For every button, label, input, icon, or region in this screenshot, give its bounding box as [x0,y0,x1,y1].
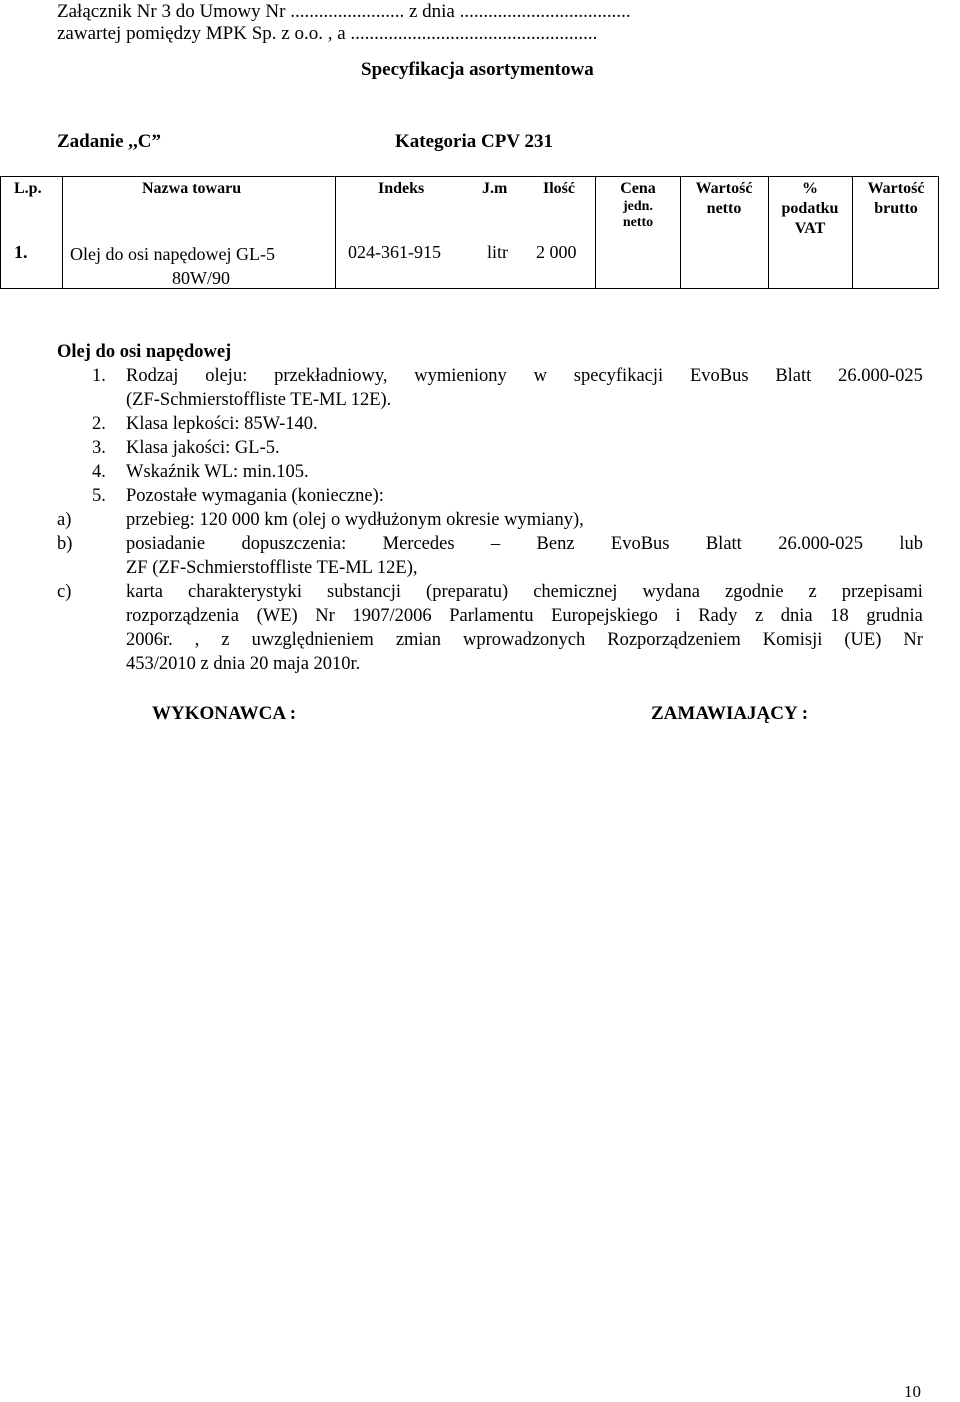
sub-item-label: b) [57,534,73,554]
word: uwzględnieniem [251,630,374,650]
header-unit-price: Cena jedn. netto [620,180,656,230]
word: wydana [642,582,700,602]
spec-item-5: Pozostałe wymagania (konieczne): [126,486,384,506]
word: Rodzaj [126,366,179,386]
word: EvoBus [689,366,749,386]
row-unit: litr [487,242,508,262]
word: rozporządzenia [126,606,239,626]
spec-item-number: 3. [92,438,106,458]
spec-item-number: 2. [92,414,106,434]
row-product-name: Olej do osi napędowej GL-5 80W/90 [70,244,275,288]
sub-item-b-line-1 [126,532,923,556]
word: w [533,366,547,386]
header-gross-value: Wartość brutto [867,180,925,217]
word: karta [126,582,163,602]
spec-item-number: 1. [92,366,106,386]
word: Parlamentu [449,606,534,626]
word: 1907/2006 [352,606,432,626]
sub-item-label: c) [57,582,72,602]
page-number: 10 [904,1382,921,1401]
header-quantity: Ilość [543,180,575,197]
word: przekładniowy, [274,366,388,386]
word: grudnia [866,606,923,626]
word: Blatt [705,534,742,554]
sub-item-a: przebieg: 120 000 km (olej o wydłużonym okresie wymiany), [126,510,584,530]
header-line-1: Załącznik Nr 3 do Umowy Nr ........................ z dnia .................................... [57,1,631,22]
header-vat-rate: % podatku VAT [781,180,839,237]
sub-item-c-line-2 [126,604,923,628]
word: Komisji [762,630,823,650]
header-line-2: zawartej pomiędzy MPK Sp. z o.o. , a .................................................... [57,23,598,44]
word: oleju: [205,366,248,386]
word: zmian [395,630,442,650]
spec-item-number: 4. [92,462,106,482]
word: wymieniony [414,366,507,386]
spec-item-2: Klasa lepkości: 85W-140. [126,414,318,434]
word: lub [899,534,923,554]
word: 26.000-025 [838,366,923,386]
word: Blatt [775,366,812,386]
word: (preparatu) [426,582,509,602]
signature-ordering-party: ZAMAWIAJĄCY : [651,703,809,724]
word: 18 [830,606,849,626]
task-label: Zadanie ,,C” [57,131,161,152]
sub-item-c-line-3 [126,628,923,652]
sub-item-c-line-1 [126,580,923,604]
word: wprowadzonych [463,630,586,650]
word: specyfikacji [573,366,664,386]
word: Benz [536,534,575,554]
word: Mercedes [382,534,455,554]
word: Nr [903,630,923,650]
word: EvoBus [610,534,670,554]
word: Nr [315,606,335,626]
word: (UE) [844,630,882,650]
spec-item-4: Wskaźnik WL: min.105. [126,462,309,482]
word: Europejskiego [551,606,658,626]
header-lp: L.p. [14,180,42,197]
word: 2006r. [126,630,173,650]
word: posiadanie [126,534,206,554]
word: zgodnie [724,582,784,602]
header-product-name: Nazwa towaru [142,180,242,197]
document-title: Specyfikacja asortymentowa [361,59,594,80]
word: z [754,606,764,626]
signature-contractor: WYKONAWCA : [152,703,297,724]
header-unit: J.m [482,180,508,197]
word: – [490,534,501,554]
spec-item-1-line-1 [126,364,923,388]
word: Rady [698,606,738,626]
row-quantity: 2 000 [536,242,577,262]
sub-item-c-line-4: 453/2010 z dnia 20 maja 2010r. [126,654,361,674]
word: charakterystyki [187,582,303,602]
spec-heading: Olej do osi napędowej [57,342,232,362]
word: i [675,606,681,626]
word: przepisami [841,582,923,602]
header-index: Indeks [378,180,425,197]
word: z [221,630,230,650]
word: z [808,582,817,602]
word: chemicznej [533,582,618,602]
cpv-category: Kategoria CPV 231 [395,131,553,152]
sub-item-label: a) [57,510,72,530]
sub-item-b-line-2: ZF (ZF-Schmierstoffliste TE-ML 12E), [126,558,418,578]
spec-item-number: 5. [92,486,106,506]
word: dopuszczenia: [241,534,347,554]
word: 26.000-025 [778,534,863,554]
word: , [194,630,200,650]
word: (WE) [256,606,298,626]
spec-item-3: Klasa jakości: GL-5. [126,438,280,458]
row-lp: 1. [14,242,28,262]
header-net-value: Wartość netto [695,180,753,217]
spec-item-1-line-2: (ZF-Schmierstoffliste TE-ML 12E). [126,390,392,410]
row-index: 024-361-915 [348,242,441,262]
word: dnia [780,606,813,626]
word: Rozporządzeniem [607,630,741,650]
word: substancji [327,582,402,602]
